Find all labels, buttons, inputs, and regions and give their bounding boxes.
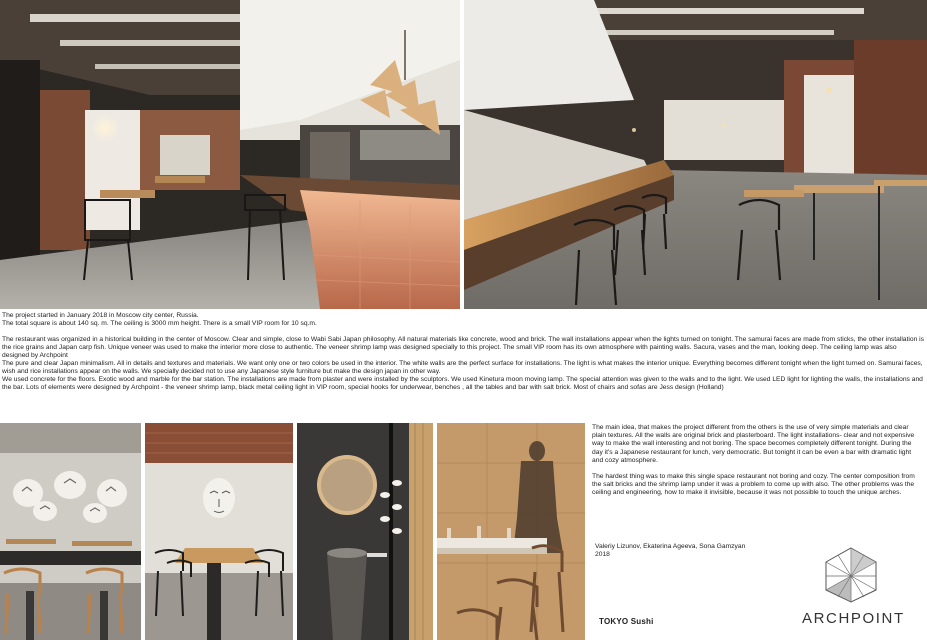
- project-description: [2, 312, 924, 392]
- concept-challenges: The hardest thing was to make this single space restaurant not boring and cozy. The center composition from the salt bricks and the shrimp lamp under it was a problem to come up with also. The other problems was the ceiling and engineering, how to make it invisible, because it was not possible to touch the unique arches.: [592, 473, 915, 497]
- description-area: The total square is about 140 sq. m. The ceiling is 3000 mm height. There is a small VIP room for 10 sq.m.: [2, 320, 317, 327]
- photo-samurai-wall: [0, 423, 141, 640]
- photo-bar-counter: [464, 0, 927, 309]
- author-year: 2018: [595, 551, 610, 558]
- archpoint-logo-icon: [824, 546, 878, 604]
- description-history: The restaurant was organized in a historical building in the center of Moscow. Clear and simple, close to Wabi Sabi Japan philosophy. All natural materials like concrete, wood and brick. The wall installations appear when the lights turned on tonight. The samurai faces are made from sticks, the other installation is the rice grains and Japan carp fish. Unique veneer was used to make the interior more close to authentic. The veneer shrimp lamp was designed specially to this project. The small VIP room has its own atmosphere with painting walls. Sacura, vases and the man, looking deep. The ceiling lamp was also designed by Archpoint: [2, 336, 924, 359]
- description-materials: We used concrete for the floors. Exotic wood and marble for the bar station. The installations are made from plaster and were installed by the sculptors. We used Kinetura moon moving lamp. The special attention was given to the walls and to the light. We used LED light for lighting the walls, the installations and the bar. Lots of elements were designed by Archpoint - the veneer shrimp lamp, black metal ceiling light in VIP room, special hooks for underwear, benches , all the tables and bar with salt brick. Most of chairs and sofas are Jess design (Holland): [2, 376, 923, 391]
- photo-vip-room: [145, 423, 293, 640]
- photo-wood-room: [437, 423, 585, 640]
- concept-text: [592, 424, 920, 498]
- description-intro: The project started in January 2018 in Moscow city center, Russia.: [2, 312, 199, 319]
- photo-washroom: [297, 423, 433, 640]
- photo-main-hall: [0, 0, 460, 309]
- concept-main-idea: The main idea, that makes the project different from the others is the use of very simple materials and clear plain textures. All the walls are original brick and plasterboard. The light installations- clear and not expensive way to make the wall interesting and not boring. The space becomes completely different tonight. During the day it's a Japanese restaurant for lunch, very democratic. But tonight it can be even a bar with dramatic light and cozy atmosphere.: [592, 424, 915, 464]
- author-names: Valeriy Lizunov, Ekaterina Ageeva, Sona Gamzyan: [595, 543, 746, 550]
- authors-block: [595, 543, 745, 559]
- project-title: TOKYO Sushi: [599, 617, 654, 626]
- archpoint-logo-text: ARCHPOINT: [802, 610, 905, 627]
- description-minimalism: The pure and clear Japan minimalism. All in details and textures and materials. We want only one or two colors be used in the interior. The white walls are the perfect surface for installations. The light is what makes the interior unique. Everything becomes different tonight when the light turned on. Samurai faces, wish and rice installations appear on the walls. We specially decided not to use any Japanese style furniture but make the design japan in other way.: [2, 360, 923, 375]
